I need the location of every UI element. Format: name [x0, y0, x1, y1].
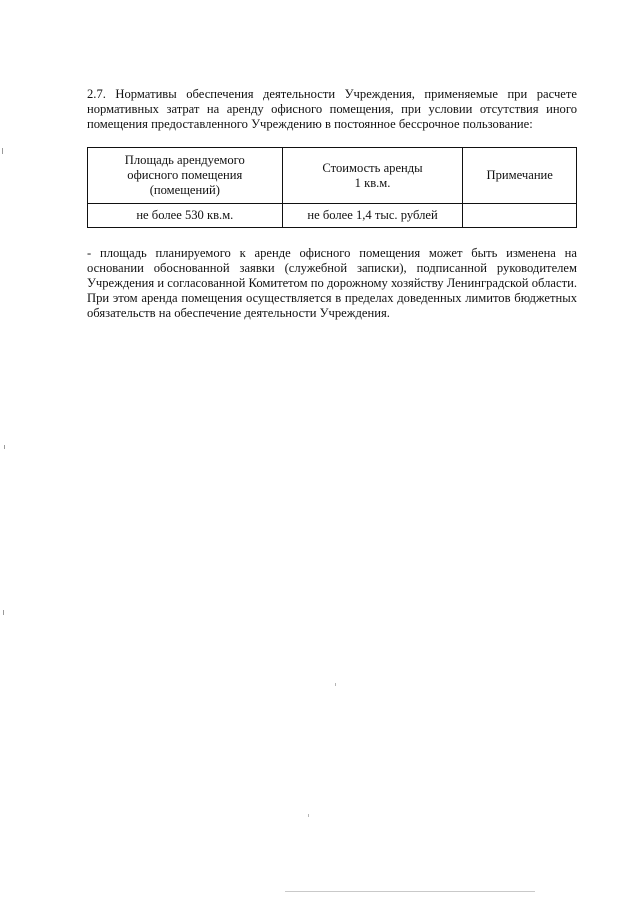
cell-area-value: не более 530 кв.м. — [88, 204, 283, 228]
scan-artifact — [335, 683, 336, 686]
scan-artifact — [285, 891, 535, 892]
intro-paragraph: 2.7. Нормативы обеспечения деятельности Учреждения, применяемые при расчете нормативных затрат на аренду офисного помещения, при условии отсутствия иного помещения предоставленного Учреждению в постоянное бессрочное пользование: — [87, 87, 577, 131]
office-rent-norms-table — [87, 147, 577, 228]
cell-note-value — [463, 204, 577, 228]
header-area-label: Площадь арендуемого офисного помещения (помещений) — [124, 153, 245, 197]
scan-artifact — [3, 610, 4, 615]
scan-artifact — [308, 814, 309, 817]
table-header-row — [88, 148, 577, 204]
scan-artifact — [2, 148, 3, 154]
note-paragraph: - площадь планируемого к аренде офисного помещения может быть изменена на основании обоснованной заявки (служебной записки), подписанной руководителем Учреждения и согласованной Комитетом по дорожному хозяйству Ленинградской области. При этом аренда помещения осуществляется в пределах доведенных лимитов бюджетных обязательств на обеспечение деятельности Учреждения. — [87, 246, 577, 320]
header-cell-note — [463, 148, 577, 204]
table-row — [88, 204, 577, 228]
header-note-label: Примечание — [486, 168, 553, 182]
header-cost-label: Стоимость аренды 1 кв.м. — [322, 160, 423, 190]
cell-cost-value: не более 1,4 тыс. рублей — [282, 204, 463, 228]
scan-artifact — [4, 445, 5, 449]
header-cell-cost — [282, 148, 463, 204]
header-cell-area — [88, 148, 283, 204]
